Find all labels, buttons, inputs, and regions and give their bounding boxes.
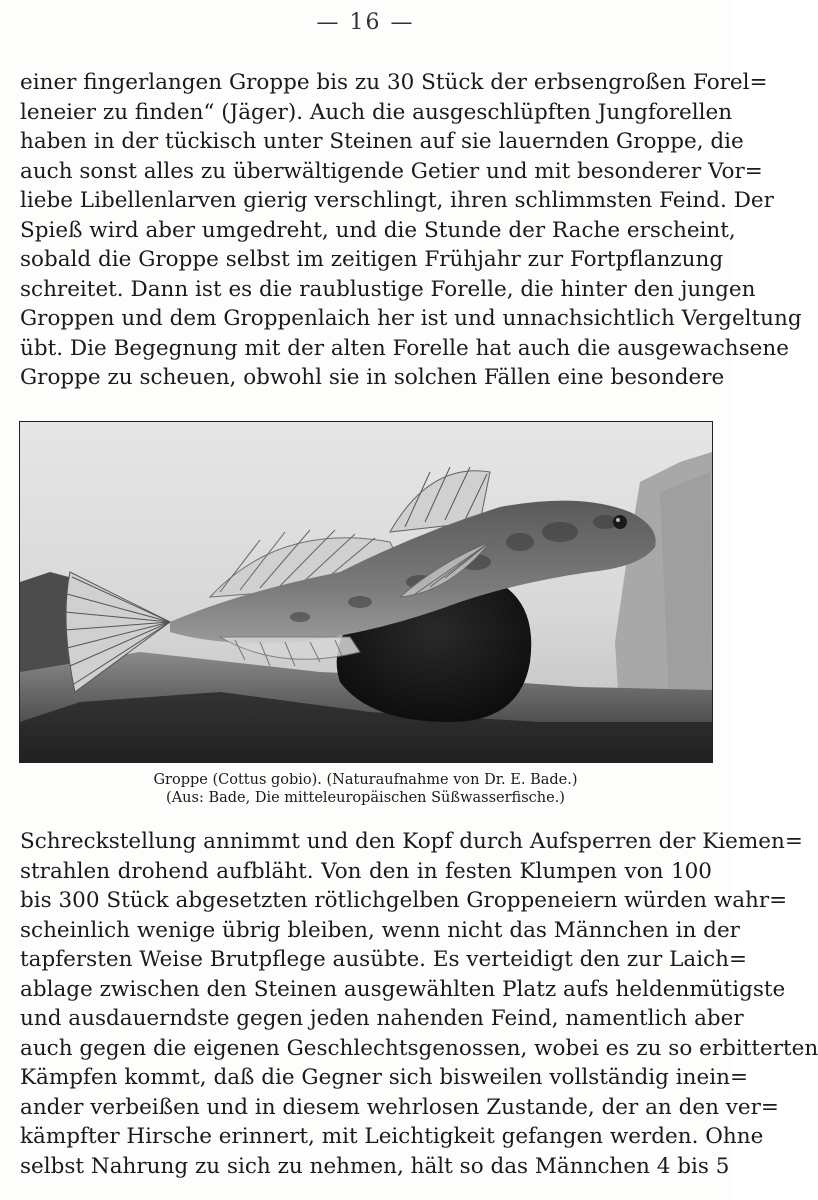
figure-caption-source: (Aus: Bade, Die mitteleuropäischen Süßwasserfische.) <box>166 790 565 806</box>
text-line: einer fingerlangen Groppe bis zu 30 Stück der erbsengroßen Forel= <box>20 70 768 95</box>
groppe-fish-illustration <box>20 422 712 762</box>
text-line: auch gegen die eigenen Geschlechtsgenossen, wobei es zu so erbitterten <box>20 1035 818 1061</box>
text-line: Spieß wird aber umgedreht, und die Stunde der Rache erscheint, <box>20 217 736 243</box>
text-line: selbst Nahrung zu sich zu nehmen, hält so das Männchen 4 bis 5 <box>20 1153 730 1179</box>
fish-photograph <box>19 421 713 763</box>
text-line: Schreckstellung annimmt und den Kopf durch Aufsperren der Kiemen= <box>20 829 803 854</box>
text-line: ander verbeißen und in diesem wehrlosen Zustande, der an den ver= <box>20 1094 779 1120</box>
top-paragraph <box>20 68 802 393</box>
text-line: tapfersten Weise Brutpflege ausübte. Es verteidigt den zur Laich= <box>20 947 748 972</box>
text-line: strahlen drohend aufbläht. Von den in festen Klumpen von 100 <box>20 858 712 884</box>
text-line: leneier zu finden“ (Jäger). Auch die ausgeschlüpften Jungforellen <box>20 99 733 125</box>
text-line: und ausdauerndste gegen jeden nahenden Feind, namentlich aber <box>20 1006 744 1031</box>
text-line: haben in der tückisch unter Steinen auf sie lauernden Groppe, die <box>20 129 744 154</box>
figure-caption: Groppe (Cottus gobio). (Naturaufnahme von Dr. E. Bade.) <box>153 772 578 788</box>
page-number: — 16 — <box>316 10 415 35</box>
text-line: liebe Libellenlarven gierig verschlingt, ihren schlimmsten Feind. Der <box>20 188 774 213</box>
text-line: Groppe zu scheuen, obwohl sie in solchen Fällen eine besondere <box>20 365 725 390</box>
bottom-paragraph <box>20 827 818 1181</box>
text-line: Groppen und dem Groppenlaich her ist und unnachsichtlich Vergeltung <box>20 306 802 331</box>
text-line: bis 300 Stück abgesetzten rötlichgelben Groppeneiern würden wahr= <box>20 888 788 913</box>
text-line: kämpfter Hirsche erinnert, mit Leichtigkeit gefangen werden. Ohne <box>20 1124 764 1149</box>
text-line: Kämpfen kommt, daß die Gegner sich bisweilen vollständig inein= <box>20 1065 748 1090</box>
text-line: schreitet. Dann ist es die raublustige Forelle, die hinter den jungen <box>20 276 756 302</box>
text-line: scheinlich wenige übrig bleiben, wenn nicht das Männchen in der <box>20 917 740 943</box>
text-line: sobald die Groppe selbst im zeitigen Frühjahr zur Fortpflanzung <box>20 247 724 272</box>
text-line: ablage zwischen den Steinen ausgewählten Platz aufs heldenmütigste <box>20 976 786 1002</box>
text-line: auch sonst alles zu überwältigende Getier und mit besonderer Vor= <box>20 158 763 184</box>
text-line: übt. Die Begegnung mit der alten Forelle hat auch die ausgewachsene <box>20 335 789 361</box>
